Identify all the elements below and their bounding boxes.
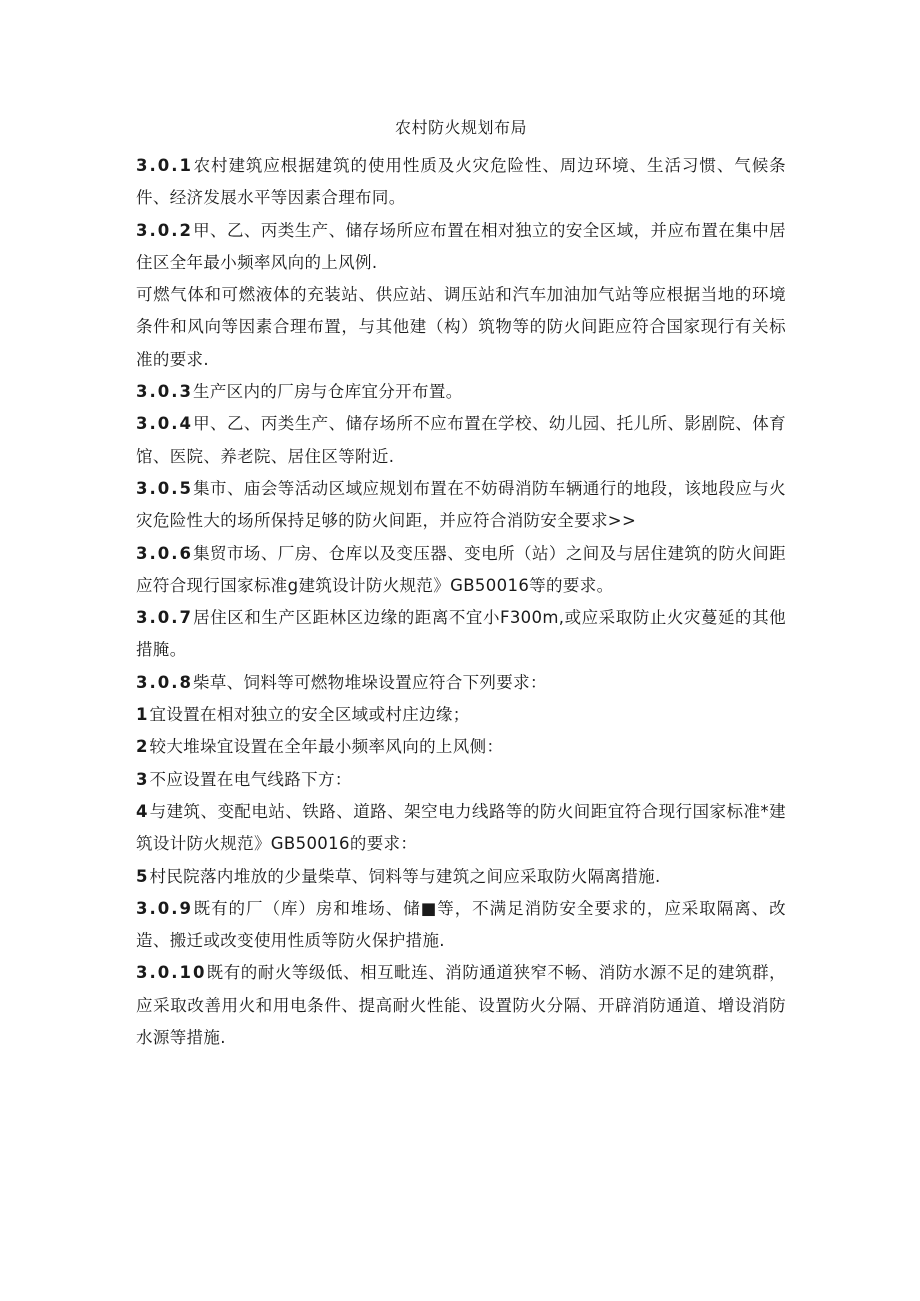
paragraph	[136, 150, 786, 215]
paragraph	[136, 408, 786, 473]
paragraph-text: 可燃气体和可燃液体的充装站、供应站、调压站和汽车加油加气站等应根据当地的环境条件和风向等因素合理布置，与其他建（构）筑物等的防火间距应符合国家现行有关标准的要求.	[136, 285, 786, 369]
clause-number: 1	[136, 705, 150, 725]
paragraph-text: 甲、乙、丙类生产、储存场所应布置在相对独立的安全区域，并应布置在集中居住区全年最小频率风向的上风例.	[136, 220, 786, 272]
paragraph-text: 居住区和生产区距林区边缘的距离不宜小F300m,或应采取防止火灾蔓延的其他措腌。	[136, 608, 786, 660]
clause-number: 3.0.9	[136, 898, 193, 918]
clause-number: 3.0.8	[136, 672, 193, 692]
clause-number: 4	[136, 801, 150, 821]
paragraph-text: 集贸市场、厂房、仓库以及变压器、变电所（站）之间及与居住建筑的防火间距应符合现行国家标准g建筑设计防火规范》GB50016等的要求。	[136, 543, 786, 595]
clause-number: 3.0.2	[136, 220, 193, 240]
clause-number: 3.0.10	[136, 963, 207, 983]
paragraph	[136, 602, 786, 667]
paragraph	[136, 861, 786, 893]
clause-number: 3.0.3	[136, 382, 193, 402]
paragraph-text: 较大堆垛宜设置在全年最小频率风向的上风侧：	[149, 737, 504, 757]
document-title: 农村防火规划布局	[394, 118, 527, 137]
clause-number: 3	[136, 769, 150, 789]
paragraph	[136, 376, 786, 408]
clause-number: 3.0.1	[136, 156, 193, 175]
clause-number: 3.0.6	[136, 543, 193, 563]
paragraph-text: 农村建筑应根据建筑的使用性质及火灾危险性、周边环境、生活习惯、气候条件、经济发展水平等因素合理布同。	[136, 156, 786, 208]
clause-number: 2	[136, 737, 150, 757]
paragraph-text: 生产区内的厂房与仓库宜分开布置。	[192, 382, 463, 402]
paragraph	[136, 893, 786, 958]
paragraph-text: 柴草、饲料等可燃物堆垛设置应符合下列要求：	[192, 672, 547, 692]
paragraph	[136, 667, 786, 699]
paragraph	[136, 957, 786, 1054]
clause-number: 3.0.7	[136, 608, 193, 628]
paragraph	[136, 215, 786, 280]
paragraph-text: 与建筑、变配电站、铁路、道路、架空电力线路等的防火间距宜符合现行国家标准*建筑设计防火规范》GB50016的要求：	[136, 801, 786, 854]
paragraph-text: 既有的厂（库）房和堆场、储■等，不满足消防安全要求的，应采取隔离、改造、搬迁或改变使用性质等防火保护措施.	[136, 898, 786, 951]
paragraph-text: 宜设置在相对独立的安全区域或村庄边缘；	[149, 705, 470, 725]
paragraph-text: 甲、乙、丙类生产、储存场所不应布置在学校、幼儿园、托儿所、影剧院、体育馆、医院、养老院、居住区等附近.	[136, 414, 786, 466]
paragraph	[136, 764, 786, 796]
document-page	[136, 112, 786, 1054]
paragraph-text: 村民院落内堆放的少量柴草、饲料等与建筑之间应采取防火隔离措施.	[149, 866, 661, 886]
paragraph	[136, 279, 786, 376]
paragraph	[136, 731, 786, 763]
paragraph-text: 既有的耐火等级低、相互毗连、消防通道狭窄不畅、消防水源不足的建筑群，应采取改善用火和用电条件、提高耐火性能、设置防火分隔、开辟消防通道、增设消防水源等措施.	[136, 963, 786, 1048]
paragraph	[136, 796, 786, 861]
paragraph-text: 不应设置在电气线路下方：	[149, 769, 352, 789]
clause-number: 5	[136, 866, 150, 886]
document-body	[136, 150, 786, 1054]
paragraph-text: 集市、庙会等活动区域应规划布置在不妨碍消防车辆通行的地段，该地段应与火灾危险性大的场所保持足够的防火间距，并应符合消防安全要求>>	[136, 478, 786, 531]
paragraph	[136, 473, 786, 538]
paragraph	[136, 699, 786, 731]
paragraph	[136, 538, 786, 603]
clause-number: 3.0.4	[136, 414, 193, 434]
clause-number: 3.0.5	[136, 478, 193, 498]
